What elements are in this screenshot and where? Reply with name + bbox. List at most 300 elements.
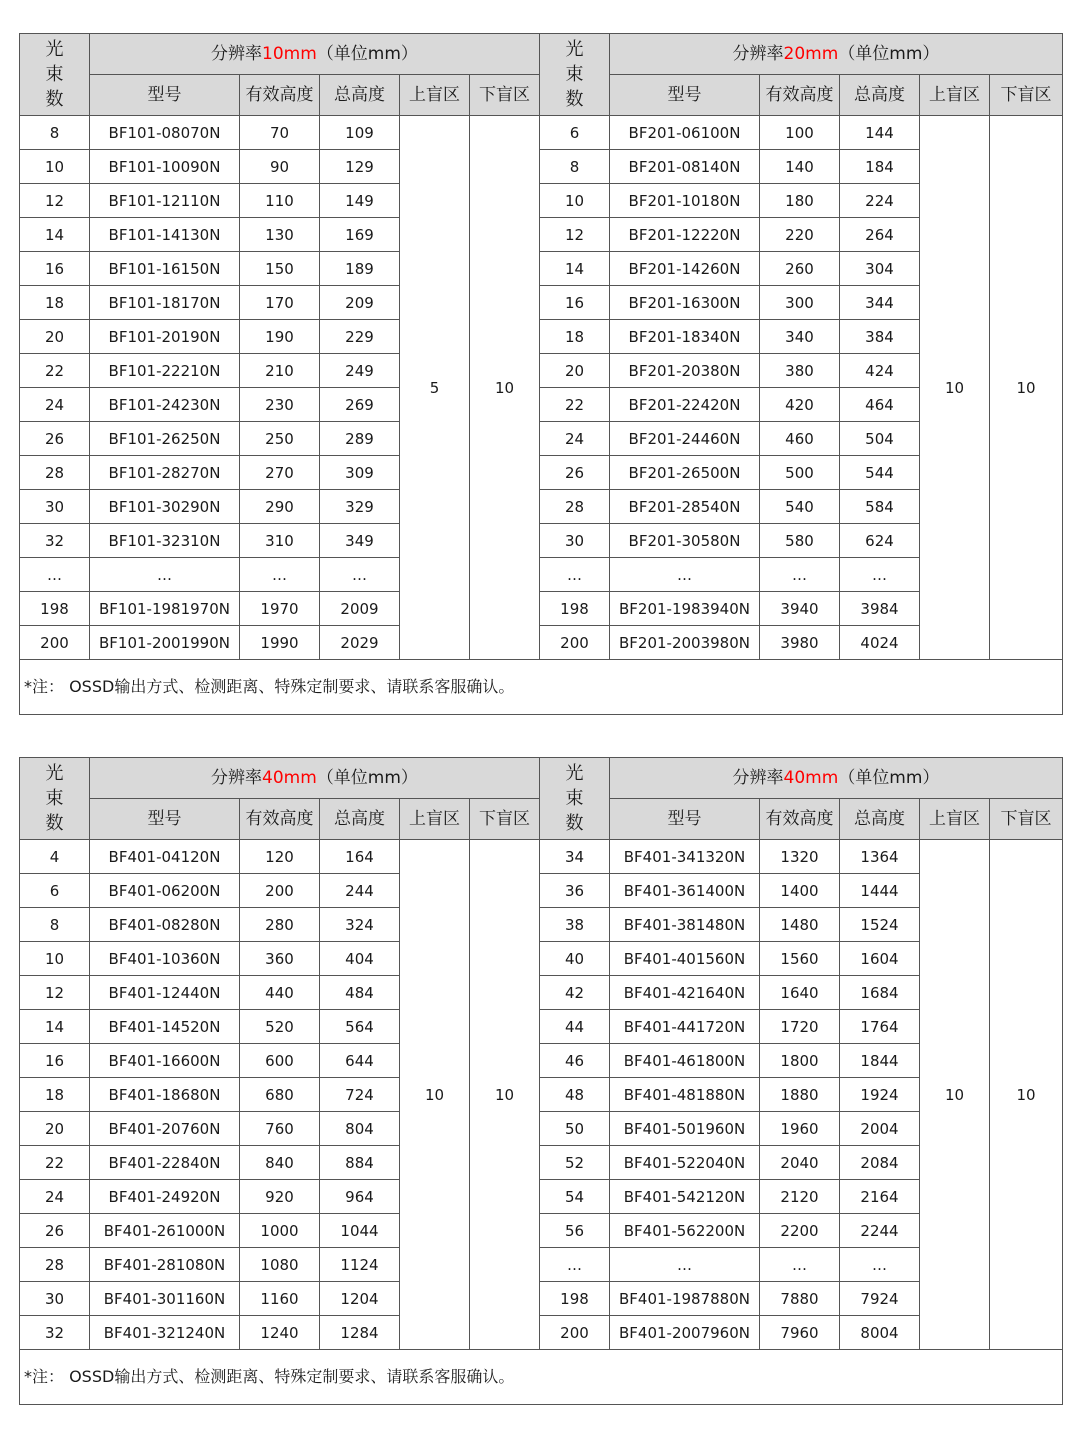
effective-height-cell: 270 xyxy=(240,456,320,490)
table-row xyxy=(20,1146,1063,1180)
table-row xyxy=(20,422,1063,456)
table-row xyxy=(20,592,1063,626)
model-cell: BF201-1983940N xyxy=(610,592,760,626)
resolution-value: 40mm xyxy=(262,768,317,788)
total-height-cell: 8004 xyxy=(840,1316,920,1350)
total-height-cell: 564 xyxy=(320,1010,400,1044)
beam-count-cell: 28 xyxy=(20,456,90,490)
beam-count-cell: 22 xyxy=(20,1146,90,1180)
effective-height-cell: 920 xyxy=(240,1180,320,1214)
total-height-header: 总高度 xyxy=(320,75,400,116)
beam-count-cell: 30 xyxy=(20,1282,90,1316)
beam-count-cell: 38 xyxy=(540,908,610,942)
beam-count-cell: 56 xyxy=(540,1214,610,1248)
resolution-unit: （单位mm） xyxy=(838,44,940,64)
upper-blind-value: 10 xyxy=(920,116,990,660)
table-row xyxy=(20,840,1063,874)
model-cell: BF101-12110N xyxy=(90,184,240,218)
effective-height-cell: 180 xyxy=(760,184,840,218)
model-cell: BF401-341320N xyxy=(610,840,760,874)
beam-count-cell: 40 xyxy=(540,942,610,976)
table-row xyxy=(20,1316,1063,1350)
total-height-cell: 149 xyxy=(320,184,400,218)
effective-height-cell: 1960 xyxy=(760,1112,840,1146)
model-cell: BF401-421640N xyxy=(610,976,760,1010)
model-cell: BF401-06200N xyxy=(90,874,240,908)
model-cell: BF401-12440N xyxy=(90,976,240,1010)
table-row xyxy=(20,558,1063,592)
resolution-unit: （单位mm） xyxy=(316,768,418,788)
effective-height-cell: 300 xyxy=(760,286,840,320)
lower-blind-value: 10 xyxy=(470,116,540,660)
lower-blind-value: 10 xyxy=(470,840,540,1350)
effective-height-cell: 280 xyxy=(240,908,320,942)
beam-count-cell: 28 xyxy=(540,490,610,524)
beam-count-cell: 14 xyxy=(540,252,610,286)
total-height-cell: 804 xyxy=(320,1112,400,1146)
beam-count-cell: 16 xyxy=(540,286,610,320)
effective-height-cell: 440 xyxy=(240,976,320,1010)
effective-height-cell: 290 xyxy=(240,490,320,524)
beam-count-char: 束 xyxy=(45,788,64,809)
model-cell: BF101-24230N xyxy=(90,388,240,422)
beam-count-char: 束 xyxy=(45,64,64,85)
beam-count-char: 束 xyxy=(565,788,584,809)
model-cell: BF401-22840N xyxy=(90,1146,240,1180)
beam-count-cell: 6 xyxy=(20,874,90,908)
lower-blind-header: 下盲区 xyxy=(470,75,540,116)
total-height-cell: 1844 xyxy=(840,1044,920,1078)
beam-count-cell: 12 xyxy=(540,218,610,252)
beam-count-char: 光 xyxy=(565,763,584,784)
beam-count-char: 数 xyxy=(565,89,584,110)
effective-height-cell: 1560 xyxy=(760,942,840,976)
beam-count-header xyxy=(540,758,610,840)
table-row xyxy=(20,1078,1063,1112)
total-height-cell: 2164 xyxy=(840,1180,920,1214)
table-row xyxy=(20,976,1063,1010)
total-height-cell: 1684 xyxy=(840,976,920,1010)
effective-height-cell: 360 xyxy=(240,942,320,976)
upper-blind-value: 5 xyxy=(400,116,470,660)
effective-height-header: 有效高度 xyxy=(240,799,320,840)
model-cell: BF201-06100N xyxy=(610,116,760,150)
model-cell: BF401-401560N xyxy=(610,942,760,976)
effective-height-cell: 1880 xyxy=(760,1078,840,1112)
resolution-prefix: 分辨率 xyxy=(732,768,784,788)
beam-count-cell: 12 xyxy=(20,976,90,1010)
beam-count-cell: 8 xyxy=(20,116,90,150)
resolution-unit: （单位mm） xyxy=(316,44,418,64)
effective-height-cell: 2040 xyxy=(760,1146,840,1180)
beam-count-cell: 200 xyxy=(540,1316,610,1350)
total-height-cell: 384 xyxy=(840,320,920,354)
beam-count-cell: 8 xyxy=(20,908,90,942)
total-height-cell: … xyxy=(840,558,920,592)
model-cell: BF401-281080N xyxy=(90,1248,240,1282)
total-height-cell: 464 xyxy=(840,388,920,422)
total-height-cell: 624 xyxy=(840,524,920,558)
model-cell: BF401-24920N xyxy=(90,1180,240,1214)
model-cell: BF401-04120N xyxy=(90,840,240,874)
beam-count-cell: 22 xyxy=(20,354,90,388)
beam-count-char: 数 xyxy=(45,813,64,834)
table-row xyxy=(20,320,1063,354)
total-height-cell: 1284 xyxy=(320,1316,400,1350)
total-height-cell: 1764 xyxy=(840,1010,920,1044)
beam-count-cell: 32 xyxy=(20,1316,90,1350)
total-height-cell: 2029 xyxy=(320,626,400,660)
total-height-cell: 1364 xyxy=(840,840,920,874)
beam-count-cell: … xyxy=(540,558,610,592)
effective-height-cell: 3980 xyxy=(760,626,840,660)
upper-blind-header: 上盲区 xyxy=(400,75,470,116)
total-height-cell: 2004 xyxy=(840,1112,920,1146)
effective-height-cell: 380 xyxy=(760,354,840,388)
effective-height-cell: 3940 xyxy=(760,592,840,626)
effective-height-cell: 1480 xyxy=(760,908,840,942)
model-cell: BF401-08280N xyxy=(90,908,240,942)
effective-height-cell: 230 xyxy=(240,388,320,422)
beam-count-cell: 198 xyxy=(20,592,90,626)
table-row xyxy=(20,286,1063,320)
beam-count-cell: 34 xyxy=(540,840,610,874)
effective-height-cell: 250 xyxy=(240,422,320,456)
total-height-cell: 164 xyxy=(320,840,400,874)
beam-count-header xyxy=(20,758,90,840)
total-height-cell: 349 xyxy=(320,524,400,558)
note-row xyxy=(20,660,1063,715)
model-cell: BF201-30580N xyxy=(610,524,760,558)
model-header: 型号 xyxy=(90,75,240,116)
total-height-cell: 504 xyxy=(840,422,920,456)
total-height-cell: 289 xyxy=(320,422,400,456)
table-row xyxy=(20,456,1063,490)
effective-height-cell: 310 xyxy=(240,524,320,558)
model-cell: BF401-501960N xyxy=(610,1112,760,1146)
model-cell: BF401-522040N xyxy=(610,1146,760,1180)
effective-height-cell: 2120 xyxy=(760,1180,840,1214)
lower-blind-value: 10 xyxy=(990,840,1063,1350)
model-cell: BF201-08140N xyxy=(610,150,760,184)
effective-height-cell: 90 xyxy=(240,150,320,184)
effective-height-cell: 1970 xyxy=(240,592,320,626)
effective-height-cell: 200 xyxy=(240,874,320,908)
beam-count-char: 束 xyxy=(565,64,584,85)
model-cell: BF201-18340N xyxy=(610,320,760,354)
model-cell: BF401-361400N xyxy=(610,874,760,908)
model-cell: BF401-441720N xyxy=(610,1010,760,1044)
beam-count-cell: 54 xyxy=(540,1180,610,1214)
spec-table-1 xyxy=(19,33,1063,715)
effective-height-cell: 1990 xyxy=(240,626,320,660)
beam-count-char: 数 xyxy=(565,813,584,834)
model-cell: BF401-542120N xyxy=(610,1180,760,1214)
effective-height-cell: 110 xyxy=(240,184,320,218)
total-height-header: 总高度 xyxy=(320,799,400,840)
note-row xyxy=(20,1350,1063,1405)
beam-count-char: 光 xyxy=(45,763,64,784)
model-cell: … xyxy=(610,558,760,592)
beam-count-cell: 20 xyxy=(540,354,610,388)
total-height-cell: 184 xyxy=(840,150,920,184)
model-cell: BF101-28270N xyxy=(90,456,240,490)
total-height-header: 总高度 xyxy=(840,75,920,116)
model-cell: BF101-14130N xyxy=(90,218,240,252)
beam-count-cell: 12 xyxy=(20,184,90,218)
beam-count-cell: 26 xyxy=(540,456,610,490)
resolution-unit: （单位mm） xyxy=(838,768,940,788)
resolution-prefix: 分辨率 xyxy=(211,768,263,788)
resolution-header xyxy=(610,34,1063,75)
beam-count-cell: 30 xyxy=(540,524,610,558)
beam-count-cell: 200 xyxy=(20,626,90,660)
total-height-cell: 2244 xyxy=(840,1214,920,1248)
model-cell: BF201-14260N xyxy=(610,252,760,286)
total-height-cell: 724 xyxy=(320,1078,400,1112)
table-row xyxy=(20,354,1063,388)
table-row xyxy=(20,1180,1063,1214)
model-cell: BF401-481880N xyxy=(610,1078,760,1112)
effective-height-cell: 260 xyxy=(760,252,840,286)
beam-count-cell: 16 xyxy=(20,252,90,286)
beam-count-cell: … xyxy=(540,1248,610,1282)
effective-height-cell: 600 xyxy=(240,1044,320,1078)
beam-count-cell: 24 xyxy=(540,422,610,456)
note-text: *注： OSSD输出方式、检测距离、特殊定制要求、请联系客服确认。 xyxy=(20,660,1063,715)
total-height-cell: 484 xyxy=(320,976,400,1010)
model-cell: BF101-30290N xyxy=(90,490,240,524)
table-row xyxy=(20,388,1063,422)
beam-count-char: 数 xyxy=(45,89,64,110)
header-row-1 xyxy=(20,758,1063,799)
total-height-cell: 324 xyxy=(320,908,400,942)
spec-table-2 xyxy=(19,757,1063,1405)
total-height-cell: 229 xyxy=(320,320,400,354)
note-text: *注： OSSD输出方式、检测距离、特殊定制要求、请联系客服确认。 xyxy=(20,1350,1063,1405)
effective-height-cell: 840 xyxy=(240,1146,320,1180)
model-cell: BF101-22210N xyxy=(90,354,240,388)
resolution-value: 40mm xyxy=(783,768,839,788)
beam-count-cell: 20 xyxy=(20,320,90,354)
total-height-cell: … xyxy=(320,558,400,592)
model-cell: BF101-08070N xyxy=(90,116,240,150)
beam-count-cell: 10 xyxy=(20,942,90,976)
total-height-cell: 424 xyxy=(840,354,920,388)
total-height-cell: 2009 xyxy=(320,592,400,626)
total-height-cell: 964 xyxy=(320,1180,400,1214)
effective-height-cell: 1080 xyxy=(240,1248,320,1282)
model-cell: BF101-32310N xyxy=(90,524,240,558)
effective-height-cell: 1160 xyxy=(240,1282,320,1316)
total-height-cell: 269 xyxy=(320,388,400,422)
effective-height-cell: 70 xyxy=(240,116,320,150)
total-height-cell: 584 xyxy=(840,490,920,524)
total-height-cell: 1604 xyxy=(840,942,920,976)
effective-height-cell: 540 xyxy=(760,490,840,524)
beam-count-cell: 198 xyxy=(540,592,610,626)
table-row xyxy=(20,252,1063,286)
beam-count-cell: 32 xyxy=(20,524,90,558)
table-row xyxy=(20,1282,1063,1316)
upper-blind-value: 10 xyxy=(920,840,990,1350)
total-height-cell: 1124 xyxy=(320,1248,400,1282)
model-header: 型号 xyxy=(610,75,760,116)
total-height-cell: 249 xyxy=(320,354,400,388)
effective-height-cell: … xyxy=(760,558,840,592)
lower-blind-header: 下盲区 xyxy=(990,799,1063,840)
beam-count-cell: 16 xyxy=(20,1044,90,1078)
resolution-value: 10mm xyxy=(262,44,317,64)
effective-height-cell: 220 xyxy=(760,218,840,252)
table-row xyxy=(20,942,1063,976)
total-height-cell: 264 xyxy=(840,218,920,252)
effective-height-header: 有效高度 xyxy=(760,799,840,840)
total-height-cell: 544 xyxy=(840,456,920,490)
beam-count-cell: … xyxy=(20,558,90,592)
effective-height-cell: 520 xyxy=(240,1010,320,1044)
total-height-cell: 144 xyxy=(840,116,920,150)
model-cell: BF201-28540N xyxy=(610,490,760,524)
model-cell: BF101-16150N xyxy=(90,252,240,286)
upper-blind-value: 10 xyxy=(400,840,470,1350)
upper-blind-header: 上盲区 xyxy=(920,75,990,116)
model-cell: BF401-18680N xyxy=(90,1078,240,1112)
total-height-cell: 1204 xyxy=(320,1282,400,1316)
effective-height-cell: 580 xyxy=(760,524,840,558)
beam-count-cell: 14 xyxy=(20,218,90,252)
table-row xyxy=(20,116,1063,150)
model-cell: BF101-2001990N xyxy=(90,626,240,660)
effective-height-cell: 1320 xyxy=(760,840,840,874)
upper-blind-header: 上盲区 xyxy=(400,799,470,840)
total-height-cell: 329 xyxy=(320,490,400,524)
effective-height-cell: 420 xyxy=(760,388,840,422)
table-row xyxy=(20,1214,1063,1248)
total-height-cell: 344 xyxy=(840,286,920,320)
model-cell: BF401-301160N xyxy=(90,1282,240,1316)
table-row xyxy=(20,908,1063,942)
total-height-cell: 224 xyxy=(840,184,920,218)
table-row xyxy=(20,218,1063,252)
beam-count-cell: 28 xyxy=(20,1248,90,1282)
beam-count-cell: 42 xyxy=(540,976,610,1010)
total-height-cell: 7924 xyxy=(840,1282,920,1316)
total-height-cell: 129 xyxy=(320,150,400,184)
model-cell: BF401-2007960N xyxy=(610,1316,760,1350)
model-cell: BF401-14520N xyxy=(90,1010,240,1044)
effective-height-cell: 680 xyxy=(240,1078,320,1112)
effective-height-cell: 1400 xyxy=(760,874,840,908)
beam-count-cell: 24 xyxy=(20,1180,90,1214)
beam-count-cell: 22 xyxy=(540,388,610,422)
total-height-cell: 644 xyxy=(320,1044,400,1078)
effective-height-cell: 1720 xyxy=(760,1010,840,1044)
effective-height-cell: 190 xyxy=(240,320,320,354)
beam-count-cell: 24 xyxy=(20,388,90,422)
beam-count-cell: 20 xyxy=(20,1112,90,1146)
beam-count-cell: 18 xyxy=(20,286,90,320)
effective-height-cell: 120 xyxy=(240,840,320,874)
effective-height-cell: 1640 xyxy=(760,976,840,1010)
total-height-cell: … xyxy=(840,1248,920,1282)
model-cell: BF201-12220N xyxy=(610,218,760,252)
beam-count-cell: 4 xyxy=(20,840,90,874)
beam-count-header xyxy=(540,34,610,116)
lower-blind-header: 下盲区 xyxy=(470,799,540,840)
lower-blind-header: 下盲区 xyxy=(990,75,1063,116)
beam-count-cell: 18 xyxy=(540,320,610,354)
table-row xyxy=(20,626,1063,660)
total-height-cell: 244 xyxy=(320,874,400,908)
beam-count-cell: 48 xyxy=(540,1078,610,1112)
table-row xyxy=(20,1248,1063,1282)
model-cell: BF401-562200N xyxy=(610,1214,760,1248)
resolution-header xyxy=(610,758,1063,799)
model-cell: … xyxy=(610,1248,760,1282)
effective-height-cell: 460 xyxy=(760,422,840,456)
effective-height-cell: 7880 xyxy=(760,1282,840,1316)
effective-height-cell: 1240 xyxy=(240,1316,320,1350)
model-cell: BF401-20760N xyxy=(90,1112,240,1146)
effective-height-cell: 340 xyxy=(760,320,840,354)
total-height-cell: 884 xyxy=(320,1146,400,1180)
total-height-cell: 304 xyxy=(840,252,920,286)
beam-count-cell: 26 xyxy=(20,422,90,456)
beam-count-cell: 36 xyxy=(540,874,610,908)
header-row-1 xyxy=(20,34,1063,75)
effective-height-cell: … xyxy=(760,1248,840,1282)
table-row xyxy=(20,1010,1063,1044)
table-row xyxy=(20,150,1063,184)
effective-height-cell: 1800 xyxy=(760,1044,840,1078)
table-row xyxy=(20,1112,1063,1146)
effective-height-cell: 210 xyxy=(240,354,320,388)
beam-count-char: 光 xyxy=(45,39,64,60)
total-height-cell: 4024 xyxy=(840,626,920,660)
table-row xyxy=(20,1044,1063,1078)
effective-height-cell: 7960 xyxy=(760,1316,840,1350)
lower-blind-value: 10 xyxy=(990,116,1063,660)
model-cell: BF201-22420N xyxy=(610,388,760,422)
total-height-cell: 309 xyxy=(320,456,400,490)
resolution-header xyxy=(90,758,540,799)
total-height-cell: 1044 xyxy=(320,1214,400,1248)
model-cell: BF101-18170N xyxy=(90,286,240,320)
model-cell: … xyxy=(90,558,240,592)
effective-height-cell: 2200 xyxy=(760,1214,840,1248)
effective-height-cell: 130 xyxy=(240,218,320,252)
total-height-header: 总高度 xyxy=(840,799,920,840)
model-header: 型号 xyxy=(90,799,240,840)
resolution-value: 20mm xyxy=(783,44,839,64)
model-cell: BF101-26250N xyxy=(90,422,240,456)
model-cell: BF201-2003980N xyxy=(610,626,760,660)
model-cell: BF201-24460N xyxy=(610,422,760,456)
beam-count-cell: 14 xyxy=(20,1010,90,1044)
beam-count-cell: 10 xyxy=(540,184,610,218)
total-height-cell: 1444 xyxy=(840,874,920,908)
model-cell: BF101-1981970N xyxy=(90,592,240,626)
model-cell: BF101-20190N xyxy=(90,320,240,354)
effective-height-cell: 1000 xyxy=(240,1214,320,1248)
resolution-prefix: 分辨率 xyxy=(211,44,263,64)
beam-count-header xyxy=(20,34,90,116)
effective-height-cell: 150 xyxy=(240,252,320,286)
model-cell: BF401-321240N xyxy=(90,1316,240,1350)
table-row xyxy=(20,490,1063,524)
table-row xyxy=(20,184,1063,218)
